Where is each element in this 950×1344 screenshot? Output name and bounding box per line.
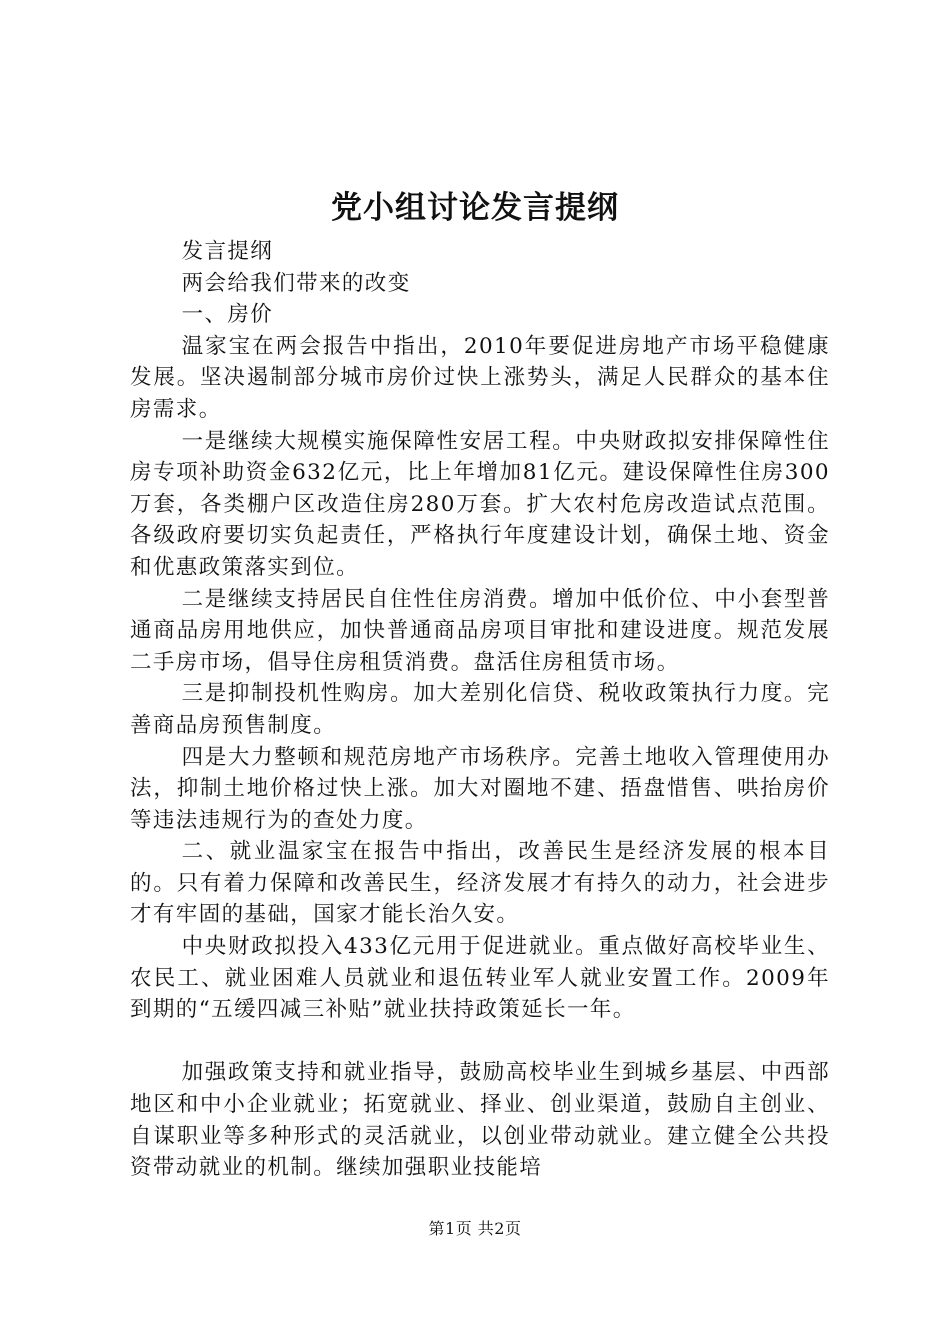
paragraph-housing-point-two: 二是继续支持居民自住性住房消费。增加中低价位、中小套型普通商品房用地供应，加快普通商品房项目审批和建设进度。规范发展二手房市场，倡导住房租赁消费。盘活住房租赁市场。 bbox=[130, 586, 830, 675]
paragraph-housing-point-four: 四是大力整顿和规范房地产市场秩序。完善土地收入管理使用办法，抑制土地价格过快上涨。加大对圈地不建、捂盘惜售、哄抬房价等违法违规行为的查处力度。 bbox=[130, 744, 830, 833]
document-title: 党小组讨论发言提纲 bbox=[331, 190, 619, 226]
paragraph-housing-intro: 温家宝在两会报告中指出，2010年要促进房地产市场平稳健康发展。坚决遏制部分城市房价过快上涨势头，满足人民群众的基本住房需求。 bbox=[130, 333, 830, 422]
paragraph-housing-point-one: 一是继续大规模实施保障性安居工程。中央财政拟安排保障性住房专项补助资金632亿元，比上年增加81亿元。建设保障性住房300万套，各类棚户区改造住房280万套。扩大农村危房改造试点范围。各级政府要切实负起责任，严格执行年度建设计划，确保土地、资金和优惠政策落实到位。 bbox=[130, 428, 830, 580]
page-footer: 第1页 共2页 bbox=[428, 1219, 522, 1238]
paragraph-employment-funding: 中央财政拟投入433亿元用于促进就业。重点做好高校毕业生、农民工、就业困难人员就业和退伍转业军人就业安置工作。2009年到期的“五缓四减三补贴”就业扶持政策延长一年。 bbox=[130, 934, 830, 1023]
paragraph-speech-outline: 发言提纲 bbox=[181, 239, 274, 264]
paragraph-spacer bbox=[130, 1026, 830, 1058]
paragraph-two-sessions-changes: 两会给我们带来的改变 bbox=[181, 270, 411, 296]
document-body bbox=[130, 236, 830, 1184]
paragraph-employment-intro: 二、就业温家宝在报告中指出，改善民生是经济发展的根本目的。只有着力保障和改善民生，经济发展才有持久的动力，社会进步才有牢固的基础，国家才能长治久安。 bbox=[130, 839, 830, 928]
section-heading-housing-price: 一、房价 bbox=[181, 302, 274, 328]
paragraph-housing-point-three: 三是抑制投机性购房。加大差别化信贷、税收政策执行力度。完善商品房预售制度。 bbox=[130, 681, 830, 738]
paragraph-employment-policy: 加强政策支持和就业指导，鼓励高校毕业生到城乡基层、中西部地区和中小企业就业；拓宽就业、择业、创业渠道，鼓励自主创业、自谋职业等多种形式的灵活就业，以创业带动就业。建立健全公共投资带动就业的机制。继续加强职业技能培 bbox=[130, 1060, 830, 1181]
